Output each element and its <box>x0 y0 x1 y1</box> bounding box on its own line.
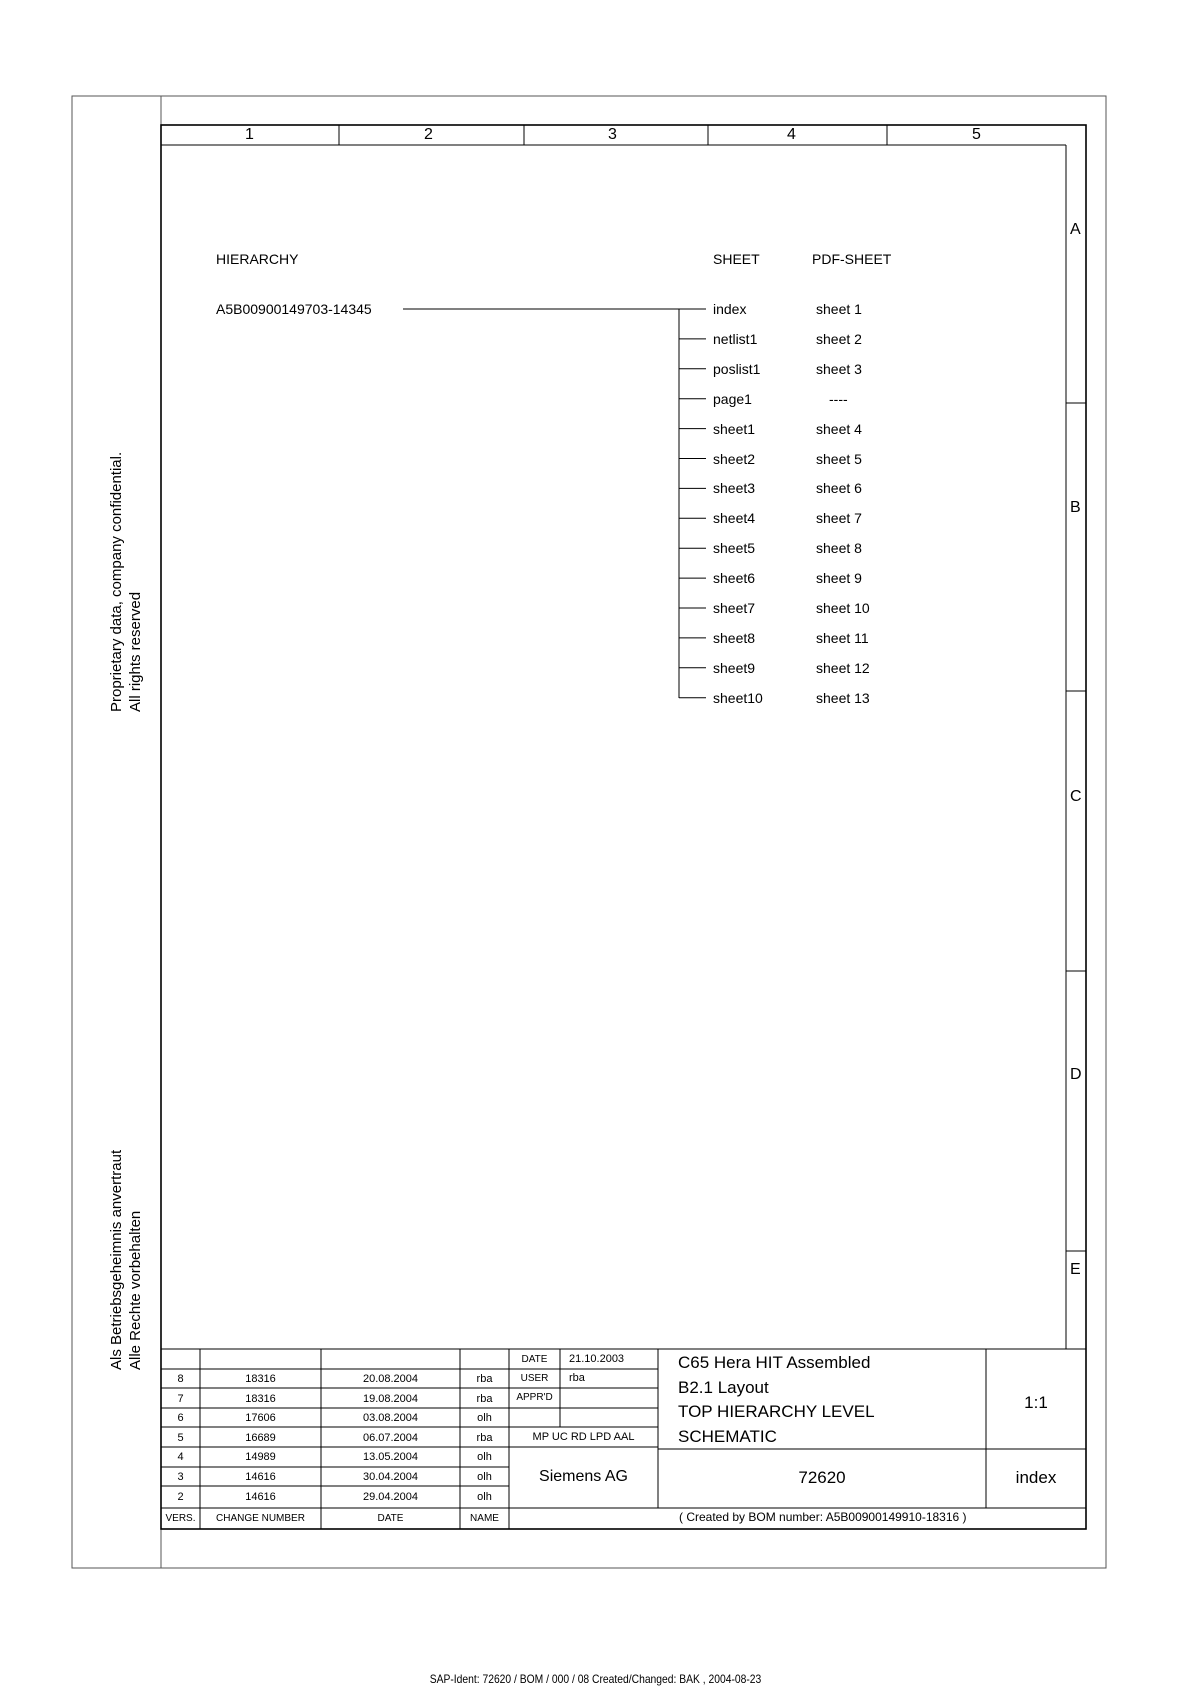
revision-change: 18316 <box>245 1392 276 1405</box>
grid-row-label: C <box>1070 788 1082 805</box>
drawing-title-line2: B2.1 Layout <box>678 1378 769 1397</box>
revision-name: olh <box>477 1471 492 1483</box>
revision-name: rba <box>476 1373 493 1385</box>
hierarchy-pdf-sheet: sheet 9 <box>816 570 862 587</box>
drawing-number: 72620 <box>798 1468 846 1487</box>
col-header-date: DATE <box>377 1513 404 1524</box>
revision-date: 19.08.2004 <box>362 1392 419 1405</box>
sap-ident-footer: SAP-Ident: 72620 / BOM / 000 / 08 Created/Changed: BAK , 2004-08-23 <box>429 1672 762 1686</box>
confidential-note-line2: All rights reserved <box>127 591 144 712</box>
hierarchy-pdf-sheet: ---- <box>829 390 848 407</box>
confidential-note-de-line1: Als Betriebsgeheimnis anvertraut <box>108 1149 125 1370</box>
revision-name: rba <box>476 1431 493 1444</box>
confidential-note-de-line2: Alle Rechte vorbehalten <box>127 1210 144 1370</box>
revision-vers: 6 <box>177 1412 184 1425</box>
grid-row-label: E <box>1070 1261 1081 1278</box>
revision-change: 14616 <box>245 1471 276 1483</box>
sheet-name: index <box>1015 1468 1057 1487</box>
confidential-note-en <box>107 452 145 712</box>
hierarchy-pdf-sheet: sheet 1 <box>816 301 862 317</box>
col-header-change: CHANGE NUMBER <box>216 1513 305 1524</box>
hierarchy-pdf-sheet: sheet 10 <box>816 600 870 616</box>
hierarchy-sheet-name: sheet7 <box>713 600 756 616</box>
hierarchy-sheet-name: sheet6 <box>713 570 756 587</box>
revision-date: 13.05.2004 <box>362 1451 419 1464</box>
revision-name: rba <box>476 1392 493 1405</box>
col-header-name: NAME <box>470 1513 499 1524</box>
revision-change: 18316 <box>245 1373 276 1385</box>
drawing-title-line1: C65 Hera HIT Assembled <box>678 1353 871 1372</box>
drawing-title-line4: SCHEMATIC <box>678 1427 777 1446</box>
confidential-note-de <box>107 1150 145 1370</box>
hierarchy-pdf-sheet: sheet 6 <box>816 480 862 497</box>
revision-change: 16689 <box>245 1431 276 1444</box>
hierarchy-root: A5B00900149703-14345 <box>216 301 372 317</box>
hierarchy-pdf-sheet: sheet 4 <box>816 420 862 437</box>
revision-date: 03.08.2004 <box>362 1412 419 1425</box>
revision-change: 17606 <box>245 1412 276 1425</box>
revision-vers: 5 <box>177 1431 184 1444</box>
sheet-column-header: SHEET <box>713 251 760 267</box>
revision-vers: 4 <box>177 1451 184 1464</box>
pdf-sheet-column-header: PDF-SHEET <box>812 251 892 267</box>
hierarchy-pdf-sheet: sheet 12 <box>816 659 870 676</box>
grid-column-label: 1 <box>245 126 254 143</box>
hierarchy-pdf-sheet: sheet 11 <box>816 629 869 646</box>
grid-column-label: 5 <box>972 126 981 143</box>
revision-name: olh <box>477 1412 492 1425</box>
hierarchy-sheet-name: sheet4 <box>713 510 756 527</box>
hierarchy-pdf-sheet: sheet 13 <box>816 689 870 706</box>
revision-name: olh <box>477 1490 492 1503</box>
hierarchy-sheet-name: sheet3 <box>713 480 756 497</box>
user-label: USER <box>520 1373 549 1384</box>
hierarchy-sheet-name: sheet9 <box>713 659 756 676</box>
date-label: DATE <box>521 1354 548 1365</box>
revision-vers: 2 <box>177 1490 184 1503</box>
confidential-note-line1: Proprietary data, company confidential. <box>108 451 125 712</box>
company-name: Siemens AG <box>539 1468 628 1485</box>
revision-date: 30.04.2004 <box>362 1471 419 1483</box>
date-value: 21.10.2003 <box>569 1353 625 1365</box>
revision-vers: 3 <box>177 1471 184 1483</box>
revision-date: 20.08.2004 <box>362 1373 419 1385</box>
hierarchy-sheet-name: sheet2 <box>713 450 756 467</box>
hierarchy-pdf-sheet: sheet 8 <box>816 540 862 557</box>
hierarchy-pdf-sheet: sheet 7 <box>816 510 862 527</box>
revision-vers: 7 <box>177 1392 184 1405</box>
hierarchy-pdf-sheet: sheet 2 <box>816 330 862 347</box>
grid-column-label: 3 <box>608 126 617 143</box>
grid-column-label: 4 <box>787 126 796 143</box>
drawing-title-line3: TOP HIERARCHY LEVEL <box>678 1402 875 1421</box>
user-value: rba <box>569 1372 585 1384</box>
hierarchy-sheet-name: poslist1 <box>713 360 761 377</box>
hierarchy-pdf-sheet: sheet 5 <box>816 450 862 467</box>
bom-note: ( Created by BOM number: A5B00900149910-18316 ) <box>679 1510 967 1524</box>
hierarchy-sheet-name: sheet5 <box>713 540 756 557</box>
approved-label: APPR'D <box>516 1392 553 1403</box>
grid-row-label: A <box>1070 221 1081 238</box>
grid-column-label: 2 <box>424 126 433 143</box>
hierarchy-sheet-name: page1 <box>713 390 752 407</box>
revision-change: 14989 <box>245 1451 276 1464</box>
grid-row-label: D <box>1070 1066 1082 1083</box>
hierarchy-sheet-name: index <box>713 301 747 317</box>
hierarchy-sheet-name: sheet8 <box>713 629 756 646</box>
hierarchy-sheet-name: sheet1 <box>713 420 756 437</box>
grid-row-label: B <box>1070 499 1081 516</box>
hierarchy-pdf-sheet: sheet 3 <box>816 360 862 377</box>
revision-vers: 8 <box>177 1373 184 1385</box>
revision-name: olh <box>477 1451 492 1464</box>
col-header-vers: VERS. <box>165 1513 196 1524</box>
hierarchy-sheet-name: netlist1 <box>713 330 758 347</box>
department: MP UC RD LPD AAL <box>532 1431 635 1443</box>
revision-date: 29.04.2004 <box>362 1490 419 1503</box>
scale: 1:1 <box>1024 1393 1048 1412</box>
hierarchy-title: HIERARCHY <box>216 251 299 267</box>
hierarchy-sheet-name: sheet10 <box>713 689 763 706</box>
revision-date: 06.07.2004 <box>362 1431 419 1444</box>
revision-change: 14616 <box>245 1490 276 1503</box>
